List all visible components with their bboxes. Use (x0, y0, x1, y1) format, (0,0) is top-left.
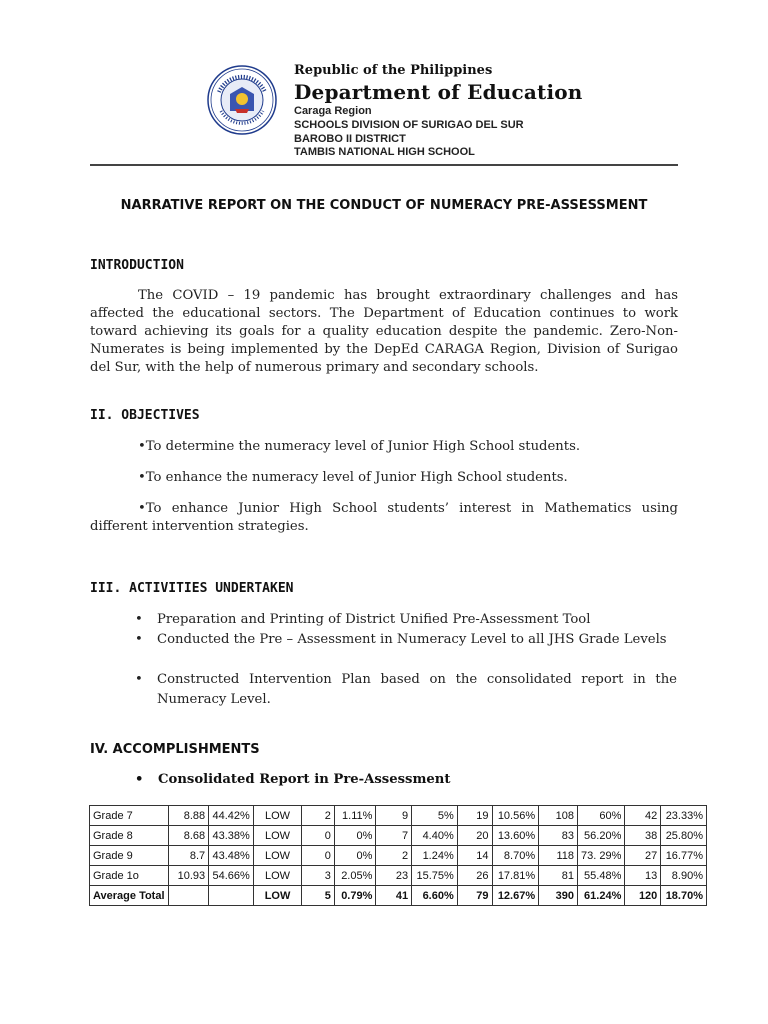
table-cell: 19 (457, 806, 492, 826)
table-cell: 5 (302, 886, 335, 906)
header-department: Department of Education (294, 80, 583, 104)
report-title: NARRATIVE REPORT ON THE CONDUCT OF NUMERACY PRE-ASSESSMENT (120, 198, 648, 213)
deped-seal-logo (207, 65, 277, 135)
bullet-icon: • (135, 612, 143, 627)
table-cell: 55.48% (577, 866, 624, 886)
table-cell: 10.56% (492, 806, 539, 826)
table-cell: 43.38% (209, 826, 254, 846)
table-cell: LOW (253, 846, 301, 866)
activity-text: Conducted the Pre – Assessment in Numeracy Level to all JHS Grade Levels (157, 632, 667, 647)
table-cell: 390 (539, 886, 578, 906)
header-divider (90, 164, 678, 166)
header-school: TAMBIS NATIONAL HIGH SCHOOL (294, 146, 475, 158)
accomplishments-subheading (135, 772, 450, 787)
table-cell: 18.70% (661, 886, 707, 906)
table-cell: 56.20% (577, 826, 624, 846)
table-cell: 42 (625, 806, 661, 826)
table-cell: 8.90% (661, 866, 707, 886)
bullet-icon: • (135, 672, 143, 687)
introduction-heading: INTRODUCTION (90, 258, 184, 273)
objective-item: •To enhance the numeracy level of Junior High School students. (138, 470, 568, 485)
activity-item (135, 630, 680, 670)
table-cell: 25.80% (661, 826, 707, 846)
average-total-row (90, 886, 707, 906)
table-cell: 15.75% (412, 866, 458, 886)
subheading-text: Consolidated Report in Pre-Assessment (158, 772, 451, 787)
table-cell: 43.48% (209, 846, 254, 866)
table-cell (209, 886, 254, 906)
table-cell: 0 (302, 846, 335, 866)
table-cell: 13 (625, 866, 661, 886)
table-cell: 6.60% (412, 886, 458, 906)
bullet-icon: • (135, 772, 144, 787)
header-republic: Republic of the Philippines (294, 63, 493, 78)
table-cell: Grade 9 (90, 846, 169, 866)
table-cell: 23 (376, 866, 412, 886)
table-cell: 4.40% (412, 826, 458, 846)
table-cell: 2.05% (334, 866, 376, 886)
table-cell: Grade 1o (90, 866, 169, 886)
table-cell: 2 (302, 806, 335, 826)
table-cell: 83 (539, 826, 578, 846)
table-cell: Average Total (90, 886, 169, 906)
table-row (90, 806, 707, 826)
table-cell: 0.79% (334, 886, 376, 906)
table-cell (168, 886, 209, 906)
table-cell: Grade 7 (90, 806, 169, 826)
table-cell: 7 (376, 826, 412, 846)
table-cell: 23.33% (661, 806, 707, 826)
table-cell: 41 (376, 886, 412, 906)
table-cell: 3 (302, 866, 335, 886)
table-row (90, 866, 707, 886)
table-cell: 61.24% (577, 886, 624, 906)
table-cell: 44.42% (209, 806, 254, 826)
table-cell: 5% (412, 806, 458, 826)
table-cell: 8.68 (168, 826, 209, 846)
table-cell: 13.60% (492, 826, 539, 846)
table-cell: LOW (253, 806, 301, 826)
table-cell: LOW (253, 826, 301, 846)
table-row (90, 826, 707, 846)
header-district: BAROBO II DISTRICT (294, 133, 406, 145)
activity-item (135, 610, 680, 630)
accomplishments-heading: IV. ACCOMPLISHMENTS (90, 742, 260, 757)
activity-item (135, 670, 680, 710)
activity-text: Preparation and Printing of District Unified Pre-Assessment Tool (157, 612, 591, 627)
table-cell: 10.93 (168, 866, 209, 886)
table-row (90, 846, 707, 866)
table-cell: 9 (376, 806, 412, 826)
table-cell: 120 (625, 886, 661, 906)
table-cell: 17.81% (492, 866, 539, 886)
table-cell: 14 (457, 846, 492, 866)
table-cell: 12.67% (492, 886, 539, 906)
table-cell: 79 (457, 886, 492, 906)
table-cell: LOW (253, 866, 301, 886)
header-region: Caraga Region (294, 105, 372, 117)
bullet-icon: • (135, 632, 143, 647)
table-cell: 118 (539, 846, 578, 866)
introduction-body: The COVID – 19 pandemic has brought extraordinary challenges and has affected the educational sectors. The Department of Education continues to work toward achieving its goals for a quality education despite the pandemic. Zero-Non-Numerates is being implemented by the DepEd CARAGA Region, Division of Surigao del Sur, with the help of numerous primary and secondary schools. (90, 288, 678, 375)
table-cell: 0% (334, 826, 376, 846)
header-division: SCHOOLS DIVISION OF SURIGAO DEL SUR (294, 119, 524, 131)
table-cell: 8.70% (492, 846, 539, 866)
activity-text: Constructed Intervention Plan based on the consolidated report in the Numeracy Level. (157, 672, 677, 707)
table-cell: 73. 29% (577, 846, 624, 866)
table-cell: 81 (539, 866, 578, 886)
objectives-heading: II. OBJECTIVES (90, 408, 200, 423)
table-cell: 1.24% (412, 846, 458, 866)
table-cell: 1.11% (334, 806, 376, 826)
table-cell: 60% (577, 806, 624, 826)
table-cell: Grade 8 (90, 826, 169, 846)
table-cell: 2 (376, 846, 412, 866)
table-cell: 16.77% (661, 846, 707, 866)
table-cell: 8.7 (168, 846, 209, 866)
table-cell: 8.88 (168, 806, 209, 826)
activities-heading: III. ACTIVITIES UNDERTAKEN (90, 581, 294, 596)
table-cell: 108 (539, 806, 578, 826)
table-cell: 20 (457, 826, 492, 846)
table-cell: 26 (457, 866, 492, 886)
consolidated-report-table (89, 805, 707, 906)
table-cell: 0 (302, 826, 335, 846)
objective-item: •To determine the numeracy level of Junior High School students. (138, 439, 581, 454)
table-cell: 38 (625, 826, 661, 846)
table-cell: 54.66% (209, 866, 254, 886)
objective-item: •To enhance Junior High School students’ interest in Mathematics using different intervention strategies. (90, 501, 678, 534)
table-cell: 0% (334, 846, 376, 866)
table-cell: 27 (625, 846, 661, 866)
table-cell: LOW (253, 886, 301, 906)
